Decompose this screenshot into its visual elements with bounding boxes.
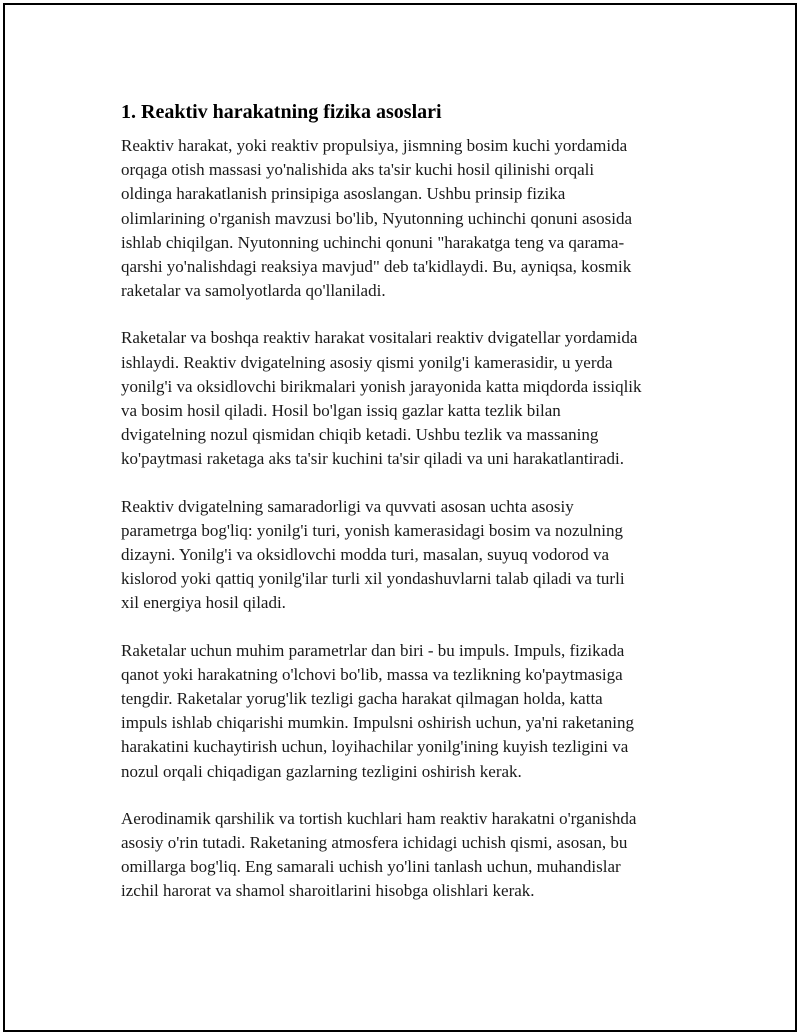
text-line: ishlab chiqilgan. Nyutonning uchinchi qonuni "harakatga teng va qarama- [121, 232, 625, 252]
text-line: Aerodinamik qarshilik va tortish kuchlari ham reaktiv harakatni o'rganishda [121, 808, 637, 828]
text-line: qanot yoki harakatning o'lchovi bo'lib, massa va tezlikning ko'paytmasiga [121, 664, 623, 684]
section-heading: 1. Reaktiv harakatning fizika asoslari [121, 101, 442, 123]
paragraph-5 [121, 807, 701, 904]
text-line: raketalar va samolyotlarda qo'llaniladi. [121, 281, 386, 301]
text-line: orqaga otish massasi yo'nalishida aks ta'sir kuchi hosil qilinishi orqali [121, 160, 595, 180]
text-line: dvigatelning nozul qismidan chiqib ketadi. Ushbu tezlik va massaning [121, 425, 599, 445]
text-line: Reaktiv dvigatelning samaradorligi va quvvati asosan uchta asosiy [121, 496, 574, 516]
text-line: ko'paytmasi raketaga aks ta'sir kuchini ta'sir qiladi va uni harakatlantiradi. [121, 449, 624, 469]
text-line: asosiy o'rin tutadi. Raketaning atmosfera ichidagi uchish qismi, asosan, bu [121, 833, 628, 853]
text-line: dizayni. Yonilg'i va oksidlovchi modda turi, masalan, suyuq vodorod va [121, 545, 609, 565]
text-line: qarshi yo'nalishdagi reaksiya mavjud" deb ta'kidlaydi. Bu, ayniqsa, kosmik [121, 257, 632, 277]
text-line: Raketalar uchun muhim parametrlar dan biri - bu impuls. Impuls, fizikada [121, 640, 625, 660]
paragraph-3 [121, 495, 701, 616]
document-body [121, 98, 701, 927]
text-line: impuls ishlab chiqarishi mumkin. Impulsni oshirish uchun, ya'ni raketaning [121, 713, 635, 733]
paragraph-4 [121, 639, 701, 784]
text-line: Reaktiv harakat, yoki reaktiv propulsiya, jismning bosim kuchi yordamida [121, 136, 628, 155]
text-line: yonilg'i va oksidlovchi birikmalari yonish jarayonida katta miqdorda issiqlik [121, 376, 642, 396]
text-line: nozul orqali chiqadigan gazlarning tezligini oshirish kerak. [121, 761, 522, 781]
text-line: parametrga bog'liq: yonilg'i turi, yonish kamerasidagi bosim va nozulning [121, 520, 624, 540]
paragraph-2 [121, 326, 701, 471]
paragraph-1 [121, 134, 701, 303]
text-line: olimlarining o'rganish mavzusi bo'lib, Nyutonning uchinchi qonuni asosida [121, 208, 633, 228]
text-line: omillarga bog'liq. Eng samarali uchish yo'lini tanlash uchun, muhandislar [121, 857, 621, 877]
text-line: kislorod yoki qattiq yonilg'ilar turli xil yondashuvlarni talab qiladi va turli [121, 569, 625, 589]
text-line: tengdir. Raketalar yorug'lik tezligi gacha harakat qilmagan holda, katta [121, 689, 603, 709]
page-frame [3, 3, 797, 1032]
text-line: oldinga harakatlanish prinsipiga asoslangan. Ushbu prinsip fizika [121, 184, 566, 204]
text-line: izchil harorat va shamol sharoitlarini hisobga olishlari kerak. [121, 881, 535, 901]
text-line: xil energiya hosil qiladi. [121, 593, 286, 613]
text-line: va bosim hosil qiladi. Hosil bo'lgan issiq gazlar katta tezlik bilan [121, 401, 561, 421]
text-line: harakatini kuchaytirish uchun, loyihachilar yonilg'ining kuyish tezligini va [121, 737, 629, 757]
text-line: ishlaydi. Reaktiv dvigatelning asosiy qismi yonilg'i kamerasidir, u yerda [121, 352, 613, 372]
text-line: Raketalar va boshqa reaktiv harakat vositalari reaktiv dvigatellar yordamida [121, 328, 638, 348]
